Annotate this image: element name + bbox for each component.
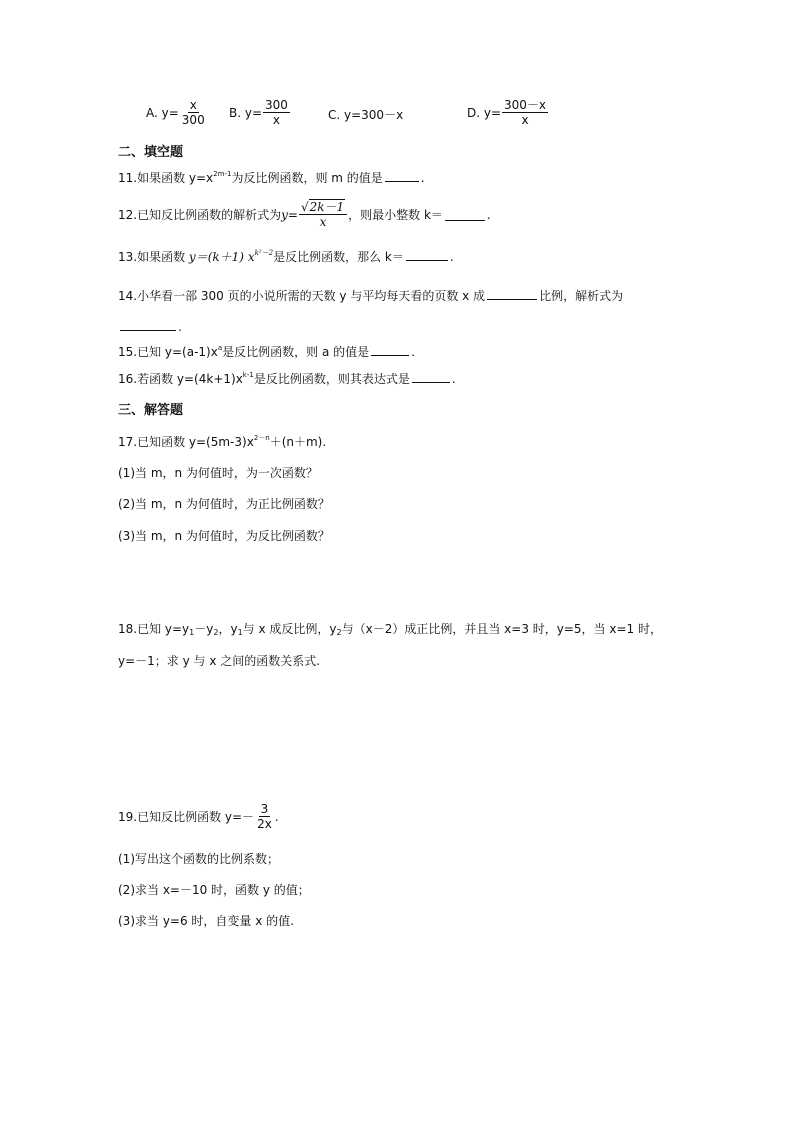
- q18-t1: 18.已知 y=y: [118, 622, 190, 636]
- q19-part-1: (1)写出这个函数的比例系数；: [118, 852, 279, 866]
- choice-b: [229, 98, 291, 127]
- q12-y: y: [281, 207, 288, 222]
- section-3-heading: 三、解答题: [118, 403, 184, 418]
- question-18-line-1: [118, 621, 662, 637]
- q18-s4: 2: [336, 628, 342, 637]
- q12-radicand: 2k－1: [309, 200, 345, 214]
- choice-a-denominator: 300: [181, 113, 205, 127]
- q14-line1-pre: 14.小华看一部 300 页的小说所需的天数 y 与平均每天看的页数 x 成: [118, 289, 486, 303]
- question-19: [118, 802, 279, 831]
- q12-eq: =: [287, 207, 298, 222]
- q18-t4: 与 x 成反比例，y: [242, 622, 337, 636]
- q11-end: .: [420, 171, 425, 185]
- q12-end: .: [486, 207, 491, 222]
- choice-d-numerator: 300－x: [504, 98, 547, 112]
- question-11: [118, 169, 425, 186]
- q19-numerator: 3: [260, 802, 269, 816]
- q16-answer-blank[interactable]: [412, 370, 450, 383]
- q13-exponent: k²－2: [254, 249, 274, 257]
- q18-s2: 2: [213, 628, 219, 637]
- q17-part-2: (2)当 m，n 为何值时，为正比例函数？: [118, 497, 330, 511]
- choice-a-fraction: [180, 98, 207, 127]
- choice-b-denominator: x: [272, 113, 281, 127]
- choice-d-fraction: [502, 98, 548, 127]
- q12-post: ，则最小整数 k＝: [348, 207, 443, 222]
- q19-end: .: [274, 809, 279, 824]
- choice-a-prefix: A. y=: [146, 105, 179, 120]
- q13-end: .: [449, 250, 454, 264]
- choice-d-prefix: D. y=: [467, 105, 502, 120]
- q19-fraction: [255, 802, 274, 831]
- q17-part-1: (1)当 m，n 为何值时，为一次函数？: [118, 466, 318, 480]
- q15-post: 是反比例函数，则 a 的值是: [222, 345, 370, 359]
- q14-end: .: [178, 320, 182, 334]
- q19-pre: 19.已知反比例函数 y=－: [118, 809, 255, 824]
- q15-end: .: [411, 345, 415, 359]
- q16-pre: 16.若函数 y=(4k+1)x: [118, 372, 243, 386]
- q14-expression-blank[interactable]: [120, 318, 176, 331]
- q15-pre: 15.已知 y=(a-1)x: [118, 345, 218, 359]
- q19-denominator: 2x: [257, 817, 272, 831]
- q11-post: 为反比例函数，则 m 的值是: [231, 171, 383, 185]
- question-18-line-2: y=－1；求 y 与 x 之间的函数关系式.: [118, 654, 321, 668]
- q19-part-2: (2)求当 x=－10 时，函数 y 的值；: [118, 883, 310, 897]
- question-13: [118, 248, 454, 265]
- choice-c: [328, 106, 403, 123]
- q15-answer-blank[interactable]: [371, 343, 409, 356]
- question-16: [118, 370, 456, 387]
- question-12: [118, 200, 491, 229]
- question-17: [118, 434, 326, 450]
- q16-exponent: k-1: [242, 371, 254, 379]
- choice-a-numerator: x: [189, 98, 197, 112]
- choice-b-numerator: 300: [265, 98, 288, 112]
- choice-c-text: C. y=300－x: [328, 108, 404, 122]
- choice-d: [467, 98, 549, 127]
- choice-a: [146, 98, 208, 127]
- q13-answer-blank[interactable]: [406, 248, 448, 261]
- question-14-line-2: [118, 318, 182, 335]
- q18-t3: ，y: [218, 622, 238, 636]
- q12-answer-blank[interactable]: [445, 208, 485, 221]
- question-14-line-1: [118, 287, 623, 304]
- q17-post: ＋(n＋m).: [269, 435, 327, 449]
- q17-pre: 17.已知函数 y=(5m-3)x: [118, 435, 254, 449]
- q18-s1: 1: [189, 628, 195, 637]
- q15-exponent: a: [217, 344, 223, 352]
- q17-part-3: (3)当 m，n 为何值时，为反比例函数？: [118, 529, 330, 543]
- q12-numerator: [299, 200, 347, 215]
- q16-post: 是反比例函数，则其表达式是: [253, 372, 410, 386]
- section-2-heading: 二、填空题: [118, 145, 184, 160]
- q11-answer-blank[interactable]: [385, 169, 419, 182]
- choice-d-denominator: x: [521, 113, 529, 127]
- q12-pre: 12.已知反比例函数的解析式为: [118, 207, 282, 222]
- q11-exponent: 2m-1: [213, 170, 232, 178]
- question-15: [118, 343, 415, 360]
- q18-t2: －y: [194, 622, 214, 636]
- q13-x: x: [247, 250, 255, 264]
- choice-b-fraction: [263, 98, 290, 127]
- choice-b-prefix: B. y=: [229, 105, 263, 120]
- q17-exponent: 2－n: [253, 434, 270, 442]
- q14-line1-post: 比例，解析式为: [539, 289, 624, 303]
- q12-fraction: [299, 200, 347, 229]
- q16-end: .: [451, 372, 456, 386]
- q11-pre: 11.如果函数 y=x: [118, 171, 214, 185]
- q12-denominator: x: [319, 215, 327, 229]
- q13-expression: y＝(k＋1): [188, 250, 244, 264]
- q12-sqrt-sign: √: [300, 200, 309, 214]
- q19-part-3: (3)求当 y=6 时，自变量 x 的值.: [118, 914, 294, 928]
- q13-post: 是反比例函数，那么 k＝: [273, 250, 404, 264]
- q18-s3: 1: [237, 628, 243, 637]
- q13-pre: 13.如果函数: [118, 250, 186, 264]
- q14-proportion-blank[interactable]: [487, 287, 537, 300]
- q18-t5: 与（x－2）成正比例，并且当 x=3 时，y=5，当 x=1 时，: [341, 622, 662, 636]
